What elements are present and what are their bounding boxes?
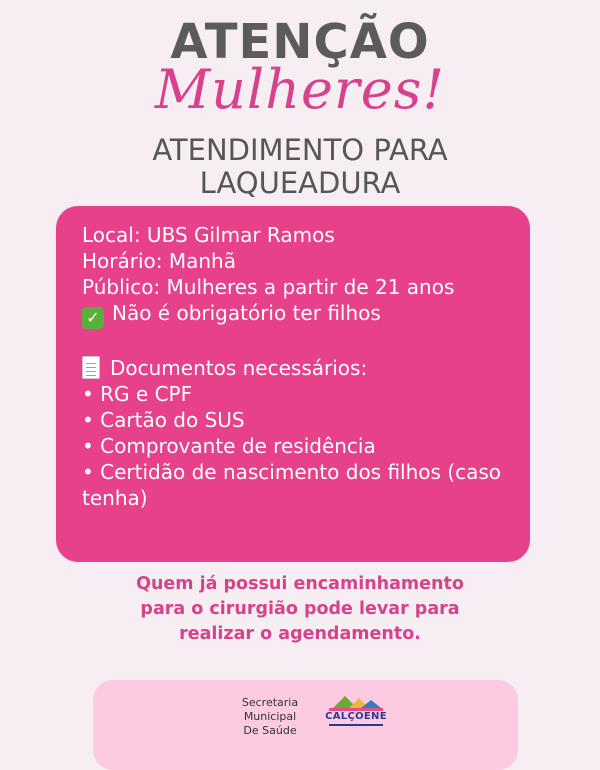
header-script-title: Mulheres! [154, 58, 446, 121]
documentos-title-row [82, 355, 504, 381]
documento-item: • Cartão do SUS [82, 408, 245, 432]
subtitle-line-1: ATENDIMENTO PARA [152, 133, 448, 167]
org-line-1: Secretaria [241, 696, 299, 709]
document-icon [82, 356, 100, 379]
logo-text: CALÇOENE [325, 711, 387, 722]
referral-note [0, 572, 600, 647]
publico-text: Público: Mulheres a partir de 21 anos [82, 275, 455, 299]
documentos-title: Documentos necessários: [110, 356, 368, 380]
filhos-row [82, 300, 504, 329]
note-line-1: Quem já possui encaminhamento [136, 574, 464, 594]
header-title: ATENÇÃO [170, 14, 430, 70]
documento-item: • Certidão de nascimento dos filhos (caso tenha) [82, 460, 502, 510]
spacer [82, 329, 504, 355]
subtitle-line-2: LAQUEADURA [199, 166, 401, 200]
filhos-text: Não é obrigatório ter filhos [112, 301, 381, 325]
local-text: Local: UBS Gilmar Ramos [82, 223, 335, 247]
header-subtitle [0, 134, 600, 200]
documento-item: • Comprovante de residência [82, 434, 376, 458]
footer-banner [93, 680, 518, 770]
note-line-3: realizar o agendamento. [179, 624, 421, 644]
info-card [56, 206, 530, 562]
check-mark-icon: ✓ [82, 307, 104, 329]
documento-item: • RG e CPF [82, 382, 193, 406]
org-line-3: De Saúde [243, 724, 297, 737]
note-line-2: para o cirurgião pode levar para [140, 599, 460, 619]
health-department-label [233, 696, 307, 738]
org-line-2: Municipal [243, 710, 297, 723]
municipality-logo [325, 692, 387, 736]
horario-text: Horário: Manhã [82, 249, 236, 273]
